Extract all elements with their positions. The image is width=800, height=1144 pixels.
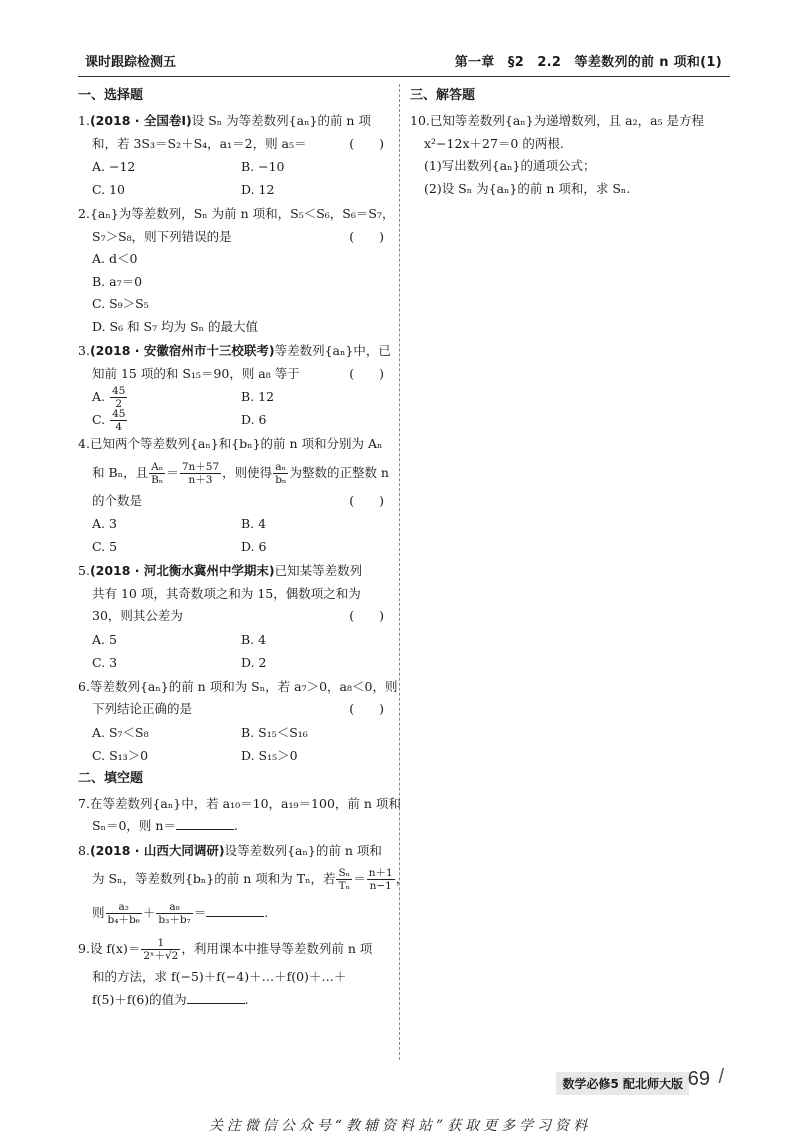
question-text: 30，则其公差为 [92,608,183,623]
watermark-text: 关注微信公众号“教辅资料站”获取更多学习资料 [208,1118,592,1134]
option-d: D. 12 [241,182,275,197]
question-text: 已知两个等差数列{aₙ}和{bₙ}的前 n 项和分别为 Aₙ [89,436,383,451]
question-7: 7.在等差数列{aₙ}中，若 a₁₀＝10，a₁₉＝100，前 n 项和 Sₙ＝0，则 n＝ . [78,795,401,833]
option-d: D. 6 [241,412,267,427]
question-text: 已知某等差数列 [274,563,363,578]
question-9: 9.设 f(x)＝ $\frac{1}{\text{2ˣ＋√2}}$ ，利用课本中推导等差数列前 n 项 和的方法，求 f(−5)＋f(−4)＋…＋f(0)＋…＋ f(5)＋f(6)的值为 . [78,932,390,1011]
question-number: 10. [410,113,430,128]
answer-bracket: ( ) [349,228,384,244]
page-slash: / [718,1066,724,1088]
fraction: $\frac{\text{aₙ}}{\text{bₙ}}$ [275,460,287,486]
option-c: C. S₉＞S₅ [92,296,149,311]
option-b: B. 12 [241,389,275,404]
answer-bracket: ( ) [349,608,384,623]
question-number: 9. [78,941,90,956]
option-d: D. 2 [241,654,267,670]
option-c: C. $\frac{45}{4}$ [92,408,126,433]
right-column [410,84,728,200]
fraction: $\frac{\text{a₈}}{\text{b₃＋b₇}}$ [158,901,191,926]
fraction: $\frac{45}{2}$ [111,385,126,410]
question-4: 4.已知两个等差数列{aₙ}和{bₙ}的前 n 项和分别为 Aₙ 和 Bₙ，且 $\frac{\text{Aₙ}}{\text{Bₙ}}$ ＝ $\frac{7n+57}{n+3}$ ，则使得 $\frac{\text{aₙ}}{\text{bₙ}}$ 为整数的正整数 n 的个数是 ( ) A. 3 B. 4 C. 5 D. 6 [78,433,390,558]
question-1 [78,110,390,201]
question-text: 的个数是 [92,492,143,508]
left-column [78,84,409,1011]
question-number: 1. [78,113,90,128]
option-b: B. S₁₅＜S₁₆ [241,724,308,740]
fraction: $\frac{\text{Aₙ}}{\text{Bₙ}}$ [151,460,164,486]
book-tag: 数学必修5 配北师大版 [556,1072,689,1095]
question-text: {aₙ}为等差数列，Sₙ 为前 n 项和，S₅＜S₆，S₆＝S₇， [89,206,395,221]
option-a: A. $\frac{45}{2}$ [92,385,126,410]
question-2 [78,203,395,338]
question-number: 7. [78,795,90,811]
option-b: B. a₇＝0 [92,273,143,289]
answer-blank[interactable] [187,990,245,1004]
question-source: (2018 · 安徽宿州市十三校联考) [89,343,275,358]
question-text: 下列结论正确的是 [92,701,193,716]
question-source: (2018 · 全国卷Ⅰ) [89,113,192,128]
question-8: 8.(2018 · 山西大同调研)设等差数列{aₙ}的前 n 项和 为 Sₙ，等差数列{bₙ}的前 n 项和为 Tₙ，若 $\frac{\text{Sₙ}}{\text{Tₙ}}$ ＝ $\frac{n+1}{n-1}$ ， 则 $\frac{\text{a₂}}{\text{b₄＋b₆}}$ ＋ $\frac{\text{a₈}}{\text{b₃＋b₇}}$ ＝ . [78,842,409,926]
question-text: x²−12x＋27＝0 的两根. [424,135,564,151]
option-a: A. d＜0 [92,251,138,266]
header-rule [78,76,730,77]
option-d: D. S₁₅＞0 [241,747,298,763]
answer-blank[interactable] [206,903,264,917]
option-b: B. 4 [241,516,267,531]
fraction: $\frac{\text{a₂}}{\text{b₄＋b₆}}$ [107,901,140,926]
option-d: D. 6 [241,539,267,554]
chapter-title: 第一章 §2 2.2 等差数列的前 n 项和(1) [454,55,722,70]
answer-bracket: ( ) [349,365,384,381]
question-text: Sₙ＝0，则 n＝ [92,818,176,833]
section-choice-heading: 一、选择题 [78,88,144,103]
option-a: A. 3 [92,516,117,531]
option-c: C. 5 [92,539,118,554]
question-text: 等差数列{aₙ}的前 n 项和为 Sₙ，若 a₇＞0，a₈＜0，则 [89,678,398,694]
fraction: $\frac{7n+57}{n+3}$ [181,460,220,486]
question-text: 在等差数列{aₙ}中，若 a₁₀＝10，a₁₉＝100，前 n 项和 [89,795,401,811]
column-divider [399,84,400,1060]
option-a: A. 5 [92,631,117,647]
option-b: B. −10 [241,159,285,174]
question-6 [78,676,398,767]
answer-blank[interactable] [176,816,234,830]
question-text: 设 Sₙ 为等差数列{aₙ}的前 n 项 [191,113,371,128]
fraction: $\frac{1}{\text{2ˣ＋√2}}$ [143,937,179,962]
question-text: 知前 15 项的和 S₁₅＝90，则 a₈ 等于 [92,365,300,381]
question-number: 3. [78,343,90,358]
fraction: $\frac{45}{4}$ [112,408,126,433]
fraction: $\frac{n+1}{n-1}$ [368,867,393,892]
question-number: 4. [78,436,90,451]
question-number: 5. [78,563,90,578]
question-number: 2. [78,206,90,221]
question-text: S₇＞S₈，则下列错误的是 [92,228,232,244]
question-3 [78,340,390,431]
answer-bracket: ( ) [349,701,384,716]
worksheet-title: 课时跟踪检测五 [85,55,177,70]
question-text: 设等差数列{aₙ}的前 n 项和 [224,842,382,858]
subquestion-2: (2)设 Sₙ 为{aₙ}的前 n 项和，求 Sₙ. [424,180,631,196]
option-d: D. S₆ 和 S₇ 均为 Sₙ 的最大值 [92,318,259,334]
page-number: 69 [687,1068,710,1090]
option-a: A. −12 [92,159,136,174]
question-source: (2018 · 山西大同调研) [89,842,225,858]
question-text: 等差数列{aₙ}中，已 [274,343,391,358]
question-text: 共有 10 项，其奇数项之和为 15，偶数项之和为 [92,585,361,601]
question-number: 8. [78,842,90,858]
question-text: 和的方法，求 f(−5)＋f(−4)＋…＋f(0)＋…＋ [92,969,347,984]
section-answer-heading: 三、解答题 [410,88,476,103]
option-b: B. 4 [241,631,267,647]
question-source: (2018 · 河北衡水冀州中学期末) [89,563,275,578]
answer-bracket: ( ) [349,492,384,508]
section-fill-heading: 二、填空题 [78,770,144,786]
question-text: 和，若 3S₃＝S₂＋S₄，a₁＝2，则 a₅＝ [92,135,307,151]
question-text: 已知等差数列{aₙ}为递增数列，且 a₂，a₅ 是方程 [429,113,705,128]
question-text: f(5)＋f(6)的值为 [92,991,187,1007]
option-c: C. S₁₃＞0 [92,747,149,763]
option-a: A. S₇＜S₈ [92,724,149,740]
question-10 [410,110,728,200]
answer-bracket: ( ) [349,135,384,151]
option-c: C. 3 [92,654,118,670]
subquestion-1: (1)写出数列{aₙ}的通项公式； [424,158,596,173]
question-5 [78,560,390,674]
question-number: 6. [78,678,90,694]
option-c: C. 10 [92,182,125,197]
fraction: $\frac{\text{Sₙ}}{\text{Tₙ}}$ [338,867,351,892]
